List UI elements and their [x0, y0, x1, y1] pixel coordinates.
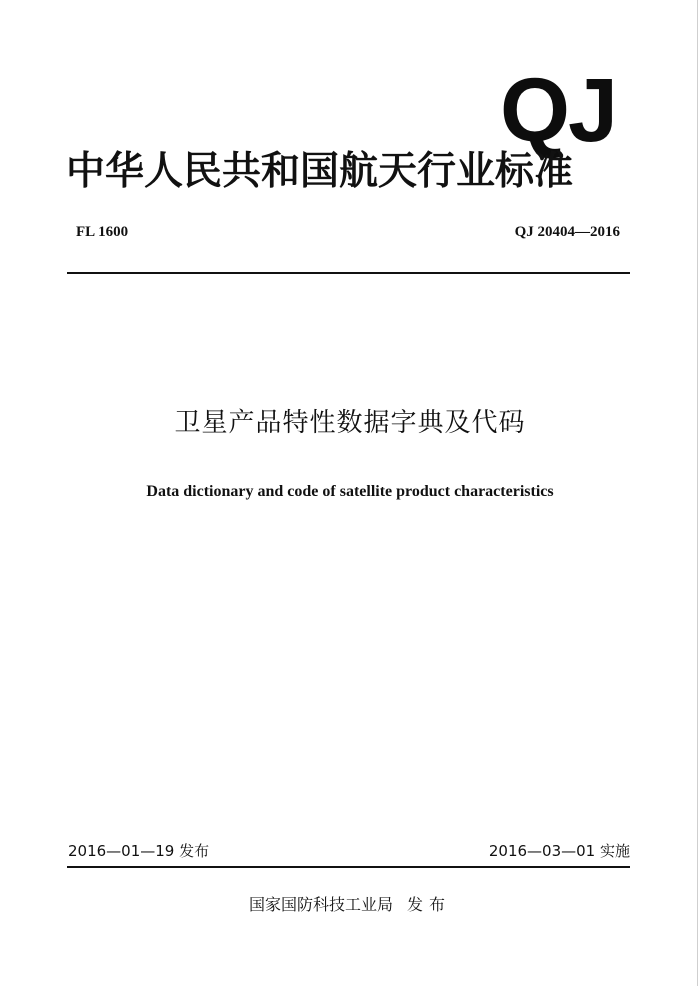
implementation-date: 2016—03—01 实施 — [488, 842, 630, 860]
issuer-line — [0, 892, 700, 915]
issuer-action: 发布 — [407, 895, 452, 914]
standard-number: QJ 20404—2016 — [514, 224, 620, 240]
classification-code: FL 1600 — [76, 224, 129, 240]
qj-logo: QJ — [499, 61, 616, 161]
header-divider — [67, 272, 630, 274]
document-title-english: Data dictionary and code of satellite product characteristics — [146, 483, 554, 500]
issuer-name: 国家国防科技工业局 — [248, 895, 393, 914]
standard-category-title: 中华人民共和国航天行业标准 — [66, 149, 574, 194]
release-date: 2016—01—19 发布 — [68, 842, 210, 860]
footer-divider — [67, 866, 630, 868]
document-title-chinese: 卫星产品特性数据字典及代码 — [174, 408, 526, 438]
